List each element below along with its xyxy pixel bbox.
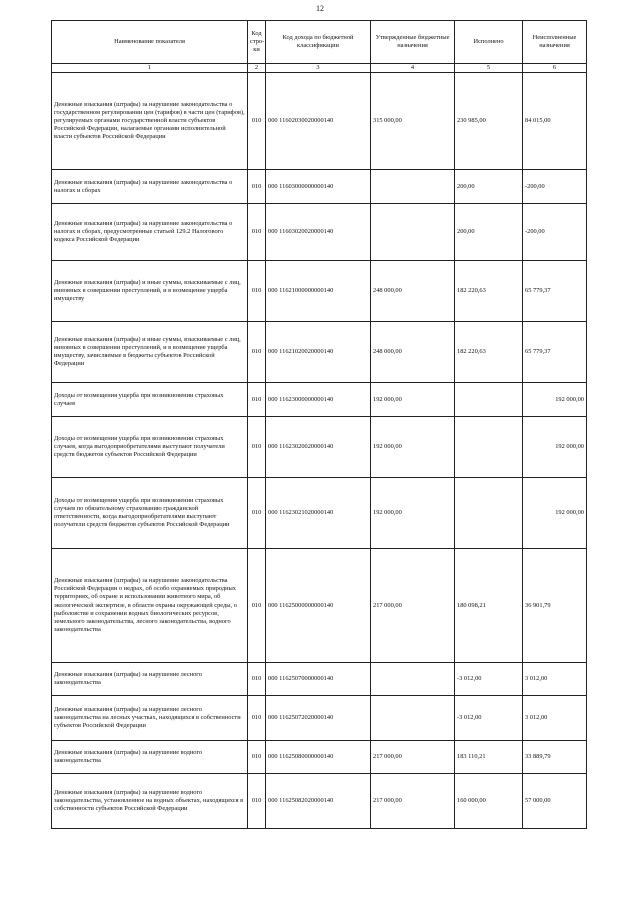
row-income-code: 000 11623021020000140	[266, 478, 371, 549]
row-income-code: 000 11625000000000140	[266, 549, 371, 663]
table-row	[52, 774, 587, 829]
row-executed: 200,00	[455, 204, 523, 261]
table-row	[52, 549, 587, 663]
row-line-code: 010	[248, 417, 266, 478]
row-line-code: 010	[248, 478, 266, 549]
row-unexecuted: -200,00	[523, 170, 587, 204]
row-line-code: 010	[248, 204, 266, 261]
table-row	[52, 322, 587, 383]
row-approved	[371, 170, 455, 204]
row-approved: 192 000,00	[371, 478, 455, 549]
row-executed: 180 098,21	[455, 549, 523, 663]
row-name: Денежные взыскания (штрафы) за нарушение законодательства о налогах и сборах, предусмотренные статьей 129.2 Налогового кодекса Российской Федерации	[52, 204, 248, 261]
row-unexecuted: 3 012,00	[523, 696, 587, 741]
column-number: 5	[455, 64, 523, 73]
row-income-code: 000 11623020020000140	[266, 417, 371, 478]
row-income-code: 000 11625070000000140	[266, 663, 371, 696]
row-unexecuted: 57 000,00	[523, 774, 587, 829]
row-approved: 315 000,00	[371, 73, 455, 170]
row-executed: -3 012,00	[455, 663, 523, 696]
column-number: 6	[523, 64, 587, 73]
row-approved: 217 000,00	[371, 549, 455, 663]
table-row	[52, 204, 587, 261]
row-income-code: 000 11621020020000140	[266, 322, 371, 383]
row-line-code: 010	[248, 549, 266, 663]
header-income-code: Код дохода по бюджетной классификации	[266, 21, 371, 64]
row-name: Доходы от возмещения ущерба при возникновении страховых случаев, когда выгодоприобретателями выступают получатели средств бюджетов субъектов Российской Федерации	[52, 417, 248, 478]
header-unexecuted: Неисполненные назначения	[523, 21, 587, 64]
table-row	[52, 663, 587, 696]
row-approved: 192 000,00	[371, 417, 455, 478]
row-approved	[371, 204, 455, 261]
row-approved: 248 000,00	[371, 322, 455, 383]
row-line-code: 010	[248, 322, 266, 383]
row-approved	[371, 663, 455, 696]
row-executed: 200,00	[455, 170, 523, 204]
row-income-code: 000 11625080000000140	[266, 741, 371, 774]
row-unexecuted: 192 000,00	[523, 417, 587, 478]
row-line-code: 010	[248, 663, 266, 696]
header-name: Наименование показателя	[52, 21, 248, 64]
row-name: Денежные взыскания (штрафы) за нарушение лесного законодательства на лесных участках, находящихся в собственности субъектов Российской Федерации	[52, 696, 248, 741]
row-name: Доходы от возмещения ущерба при возникновении страховых случаев	[52, 383, 248, 417]
row-name: Денежные взыскания (штрафы) за нарушение законодательства о государственном регулировании цен (тарифов) в части цен (тарифов), регулируемых органами государственной власти субъектов Российской Федерации, налагаемые органами исполнительной власти субъектов Российской Федерации	[52, 73, 248, 170]
row-line-code: 010	[248, 774, 266, 829]
revenue-table	[51, 20, 587, 829]
row-income-code: 000 11623000000000140	[266, 383, 371, 417]
row-unexecuted: 65 779,37	[523, 322, 587, 383]
row-line-code: 010	[248, 170, 266, 204]
row-executed: 183 110,21	[455, 741, 523, 774]
row-name: Денежные взыскания (штрафы) и иные суммы, взыскиваемые с лиц, виновных в совершении преступлений, и в возмещение ущерба имуществу, зачисляемые в бюджеты субъектов Российской Федерации	[52, 322, 248, 383]
row-name: Денежные взыскания (штрафы) и иные суммы, взыскиваемые с лиц, виновных в совершении преступлений, и в возмещение ущерба имуществу	[52, 261, 248, 322]
row-name: Денежные взыскания (штрафы) за нарушение водного законодательства, установленное на водных объектах, находящихся в собственности субъектов Российской Федерации	[52, 774, 248, 829]
header-executed: Исполнено	[455, 21, 523, 64]
table-row	[52, 73, 587, 170]
row-executed	[455, 417, 523, 478]
row-line-code: 010	[248, 73, 266, 170]
row-name: Денежные взыскания (штрафы) за нарушение водного законодательства	[52, 741, 248, 774]
table-row	[52, 696, 587, 741]
table-row	[52, 383, 587, 417]
row-unexecuted: 84 015,00	[523, 73, 587, 170]
row-income-code: 000 11621000000000140	[266, 261, 371, 322]
table-header-row	[52, 21, 587, 64]
table-row	[52, 417, 587, 478]
column-number-row	[52, 64, 587, 73]
table-row	[52, 741, 587, 774]
row-name: Денежные взыскания (штрафы) за нарушение законодательства о налогах и сборах	[52, 170, 248, 204]
row-name: Денежные взыскания (штрафы) за нарушение лесного законодательства	[52, 663, 248, 696]
row-approved: 217 000,00	[371, 741, 455, 774]
table-row	[52, 170, 587, 204]
table-body	[52, 73, 587, 829]
header-line-code: Код стро-ки	[248, 21, 266, 64]
row-name: Денежные взыскания (штрафы) за нарушение законодательства Российской Федерации о недрах, об особо охраняемых природных территориях, об охране и использовании животного мира, об экологической экспертизе, в области охраны окружающей среды, о рыболовстве и сохранении водных биологических ресурсов, земельного законодательства, лесного законодательства, водного законодательства	[52, 549, 248, 663]
row-unexecuted: 3 012,00	[523, 663, 587, 696]
row-line-code: 010	[248, 696, 266, 741]
table-row	[52, 478, 587, 549]
page-number: 12	[316, 4, 324, 13]
header-approved: Утвержденные бюджетные назначения	[371, 21, 455, 64]
column-number: 3	[266, 64, 371, 73]
row-executed: 182 220,63	[455, 261, 523, 322]
row-approved	[371, 696, 455, 741]
column-number: 4	[371, 64, 455, 73]
row-executed: 182 220,63	[455, 322, 523, 383]
row-executed	[455, 478, 523, 549]
row-income-code: 000 11602030020000140	[266, 73, 371, 170]
row-approved: 248 000,00	[371, 261, 455, 322]
row-line-code: 010	[248, 383, 266, 417]
row-unexecuted: -200,00	[523, 204, 587, 261]
row-unexecuted: 36 901,79	[523, 549, 587, 663]
row-line-code: 010	[248, 261, 266, 322]
row-unexecuted: 192 000,00	[523, 383, 587, 417]
row-name: Доходы от возмещения ущерба при возникновении страховых случаев по обязательному страхованию гражданской ответственности, когда выгодоприобретателями выступают получатели средств бюджетов субъектов Российской Федерации	[52, 478, 248, 549]
row-executed: 230 985,00	[455, 73, 523, 170]
row-income-code: 000 11625082020000140	[266, 774, 371, 829]
table-row	[52, 261, 587, 322]
row-income-code: 000 11625072020000140	[266, 696, 371, 741]
row-executed: -3 012,00	[455, 696, 523, 741]
row-unexecuted: 192 000,00	[523, 478, 587, 549]
row-executed: 160 000,00	[455, 774, 523, 829]
row-income-code: 000 11603000000000140	[266, 170, 371, 204]
row-income-code: 000 11603020020000140	[266, 204, 371, 261]
row-approved: 217 000,00	[371, 774, 455, 829]
row-line-code: 010	[248, 741, 266, 774]
column-number: 2	[248, 64, 266, 73]
row-approved: 192 000,00	[371, 383, 455, 417]
column-number: 1	[52, 64, 248, 73]
row-executed	[455, 383, 523, 417]
row-unexecuted: 65 779,37	[523, 261, 587, 322]
row-unexecuted: 33 889,79	[523, 741, 587, 774]
